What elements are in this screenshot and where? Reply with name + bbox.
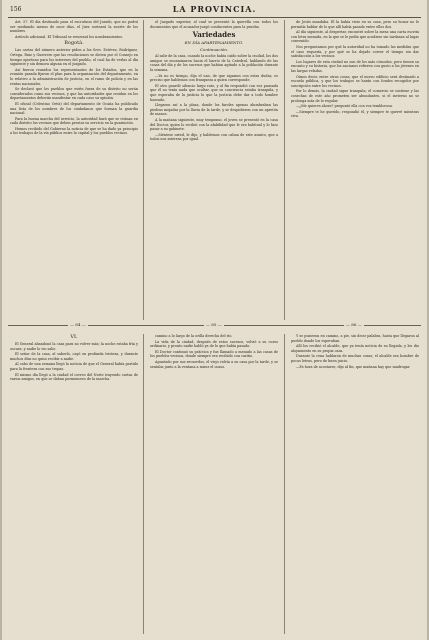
paragraph: —Siempre te he querido, respondió él, y siempre te querré mientras viva. [291,109,419,119]
paragraph: El mismo día llegó a la ciudad el correo del Norte trayendo cartas de varios amigos, en que se daban pormenores de la marcha. [10,372,138,382]
paragraph: Al cabo de una semana llegó la noticia de que el General había partido para la frontera con sus tropas. [10,362,138,371]
paragraph: Apuntado por sus recuerdos, el viejo volvía a su casa por la tarde, y se sentaba junto a la ventana a mirar el ocaso. [150,359,278,369]
column-rule [143,334,144,634]
paragraph: El otro guardó silencio largo rato, y al fin respondió con voz pausada que él no tenía nada que ocultar, que su conciencia estaba tranquila, y que esperaba de la justicia lo que la justicia debe dar a todo hombre honrado. [150,83,278,102]
paragraph: Art. 57. El día destinado para el escrutinio del Jurado, que no podrá ser mediando menos de once días, el Juez sorteará la suerte de los nombres. [10,20,138,34]
lower-column-1 [10,334,138,634]
paragraph: Las cartas del número anterior piden a los Sres. Estévez, Rodríguez, Ortega, Ruiz y Guerrero que las resoluciones se dicten por el Consejo en tiempo oportuno para los intereses del pueblo, el cual ha de verlas al día siguiente y sin demora alguna en el juzgado. [10,48,138,67]
paragraph: Por lo demás, la ciudad sigue tranquila; el comercio se sostiene y las cosechas de este año prometen ser abundantes, si el invierno no se prolonga más de lo regular. [291,89,419,103]
paragraph: El oficial (Celestino Ortiz) del departamento de Ocaña ha publicado una lista de los nombres de los ciudadanos que forman la guardia nacional. [10,101,138,116]
upper-column-1 [10,20,138,320]
newspaper-title: LA PROVINCIA. [172,4,257,14]
folio-number-middle: — 85 — [206,322,222,327]
folio-divider [8,322,421,330]
paragraph: A la mañana siguiente, muy temprano, el joven se presentó en la casa del Doctor, quien lo recibió con la afabilidad que le era habitual y lo hizo pasar a su gabinete. [150,117,278,132]
upper-column-2 [150,20,278,320]
header-rule [8,17,421,18]
paragraph: Durante la cena hablaron de muchas cosas; el alcalde era hombre de pocas letras, pero de buen juicio. [291,354,419,363]
lower-column-2 [150,334,278,634]
paragraph: —Siéntese usted, le dijo, y hablemos con calma de este asunto, que a todos nos interesa por igual. [150,132,278,142]
paragraph: El señor de la casa, al saberlo, cayó en profunda tristeza, y durante muchos días no quiso recibir a nadie. [10,352,138,361]
paragraph: Hemos recibido del Gobierno la noticia de que se ha dado ya principio a los trabajos de la vía pública entre la capital y los pueblos vecinos. [10,126,138,136]
paragraph: Nos preguntamos por qué la autoridad no ha tomado las medidas que el caso requería, y por qué se ha dejado correr el tiempo sin dar satisfacción a los vecinos. [291,44,419,59]
paragraph: Llegaron así a la plaza, donde los faroles apenas alumbraban las piedras mojadas por la lluvia de la tarde, y se despidieron con un apretón de manos. [150,103,278,117]
folio-number-right: — 86 — [346,322,362,327]
paragraph: Se declaró que los pueblos que estén fuera de su distrito no serán considerados como sus vecinos, y que las autoridades que residan en los departamentos deberán manifestar en cada caso su opinión. [10,87,138,101]
variedades-heading: Variedades [192,30,236,40]
paragraph: —Es hora de acostarse, dijo al fin, que mañana hay que madrugar. [296,364,411,369]
paragraph: —¿Me quieres ahora? preguntó ella con voz temblorosa. [296,104,393,109]
paragraph: Para la buena marcha del servicio, la autoridad hará que se reúnan en cada distrito los vecinos que deben prestar su servicio en la guarnición. [10,116,138,126]
paragraph: El Doctor continuó su práctica y fue llamado a menudo a las casas de los pueblos vecinos, donde siempre era recibido con cariño. [150,349,278,359]
upper-column-3 [291,20,419,320]
column-rule [143,20,144,320]
newspaper-page [2,0,427,640]
paragraph: Oímos decir, entre otras cosas, que el nuevo edificio será destinado a escuela pública, y que los trabajos se harán con fondos recogidos por suscripción entre los vecinos. [291,74,419,88]
column-rule [284,334,285,634]
page-number-left: 156 [10,6,22,13]
paragraph: Al salir de la casa, cuando la noche había caído sobre la ciudad, los dos amigos se encaminaron hacia el barrio de la Catedral, hablando de las cosas del día y de los sucesos que habían agitado a la población durante la semana. [150,54,278,72]
paragraph: Artículo adicional. El Tribunal se renovará los nombramientos. [15,34,124,39]
paragraph: Allí los recibió el alcalde, que ya tenía noticia de su llegada, y les dio alojamiento en su propia casa. [291,344,419,353]
paragraph: de Jesús mandaba. El la había visto en su casa, pero su honor no le permitía hablar de lo que allí había pasado entre ellos dos. [291,20,419,29]
lower-column-3 [291,334,419,634]
paragraph: Los lugares de esta ciudad no son de los más cómodos, pero tienen su encanto y su historia, que los ancianos refieren con gusto a los jóvenes en las largas veladas. [291,59,419,73]
story-subtitle: Continuación. [199,47,229,53]
chapter-numeral: VI. [70,334,78,340]
paragraph: Al día siguiente, al despertar, encontró sobre la mesa una carta escrita con letra menuda, en la que se le pedía que acudiese sin tardanza al lugar convenido. [291,30,419,44]
paragraph: El General abandonó la casa para no volver más; la noche estaba fría y oscura, y nadie lo vio salir. [10,342,138,351]
paragraph: el Juzgado superior, al cual se presentó la querella con todos los documentos que el acusador juzgó conducentes para la prueba. [150,20,278,29]
paragraph: La vida de la ciudad, después de estos sucesos, volvió a su curso ordinario, y pronto nadie habló ya de lo que había pasado. [150,339,278,349]
folio-number-left: — 84 — [70,322,86,327]
paragraph: Y se pusieron en camino, a pie, sin decir palabra, hasta que llegaron al pueblo donde los esperaban. [291,334,419,343]
paragraph: —Ya no es tiempo, dijo el uno, de que sigamos con estas dudas; es preciso que hablemos con franqueza a quien corresponde. [150,73,278,83]
paragraph: Así fueron reunidos los representantes de los Estados, que en la reunión pasada fijaron el plan para la organización del departamento, en lo relativo a la administración de justicia, en el ramo de policía y en las rentas nacionales. [10,67,138,86]
section-heading: Bogotá. [64,40,84,47]
paragraph: camino a lo largo de la orilla derecha del río. [155,334,233,338]
story-title: EN DÍA APARTENAMIENTO. [184,40,244,46]
masthead [2,2,427,16]
column-rule [284,20,285,320]
